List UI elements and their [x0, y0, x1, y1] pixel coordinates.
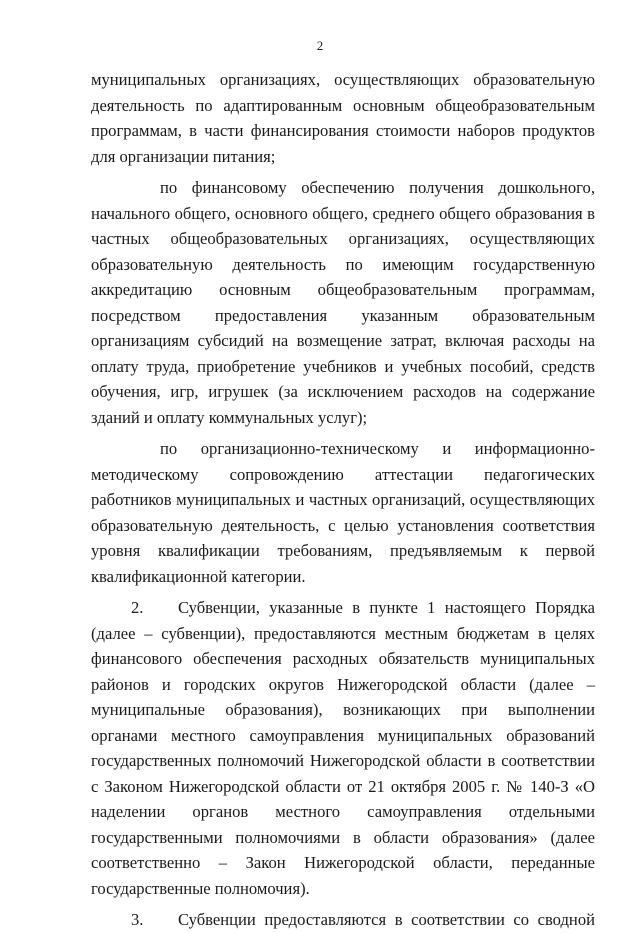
- paragraph-number: 3.: [131, 910, 144, 929]
- paragraph-financial-support: по финансовому обеспечению получения дошкольного, начального общего, основного общего, среднего общего образования в частных общеобразовательных организациях, осуществляющих образовательную деятельность по имеющим государственную аккредитацию основным общеобразовательным программам, посредством предоставления указанным образовательным организациям субсидий на возмещение затрат, включая расходы на оплату труда, приобретение учебников и учебных пособий, средств обучения, игр, игрушек (за исключением расходов на содержание зданий и оплату коммунальных услуг);: [91, 178, 595, 427]
- page-number: 2: [316, 38, 324, 53]
- paragraph-number: 2.: [131, 598, 144, 617]
- document-body: [91, 67, 595, 933]
- paragraph-text: Субвенции, указанные в пункте 1 настоящего Порядка (далее – субвенции), предоставляются местным бюджетам в целях финансового обеспечения расходных обязательств муниципальных районов и городских округов Нижегородской области (далее – муниципальные образования), возникающих при выполнении органами местного самоуправления муниципальных образований государственных полномочий Нижегородской области в соответствии с Законом Нижегородской области от 21 октября 2005 г. № 140-З «О наделении органов местного самоуправления отдельными государственными полномочиями в области образования» (далее соответственно – Закон Нижегородской области, переданные государственные полномочия).: [91, 598, 595, 898]
- numbered-paragraph-3: [91, 907, 595, 933]
- paragraph-attestation-support: по организационно-техническому и информационно-методическому сопровождению аттестации педагогических работников муниципальных и частных организаций, осуществляющих образовательную деятельность, с целью установления соответствия уровня квалификации требованиям, предъявляемым к первой квалификационной категории.: [91, 439, 595, 586]
- paragraph-text: Субвенции предоставляются в соответствии со сводной: [178, 910, 595, 929]
- paragraph-continuation: муниципальных организациях, осуществляющих образовательную деятельность по адаптированным основным общеобразовательным программам, в части финансирования стоимости наборов продуктов для организации питания;: [91, 70, 595, 166]
- numbered-paragraph-2: [91, 595, 595, 901]
